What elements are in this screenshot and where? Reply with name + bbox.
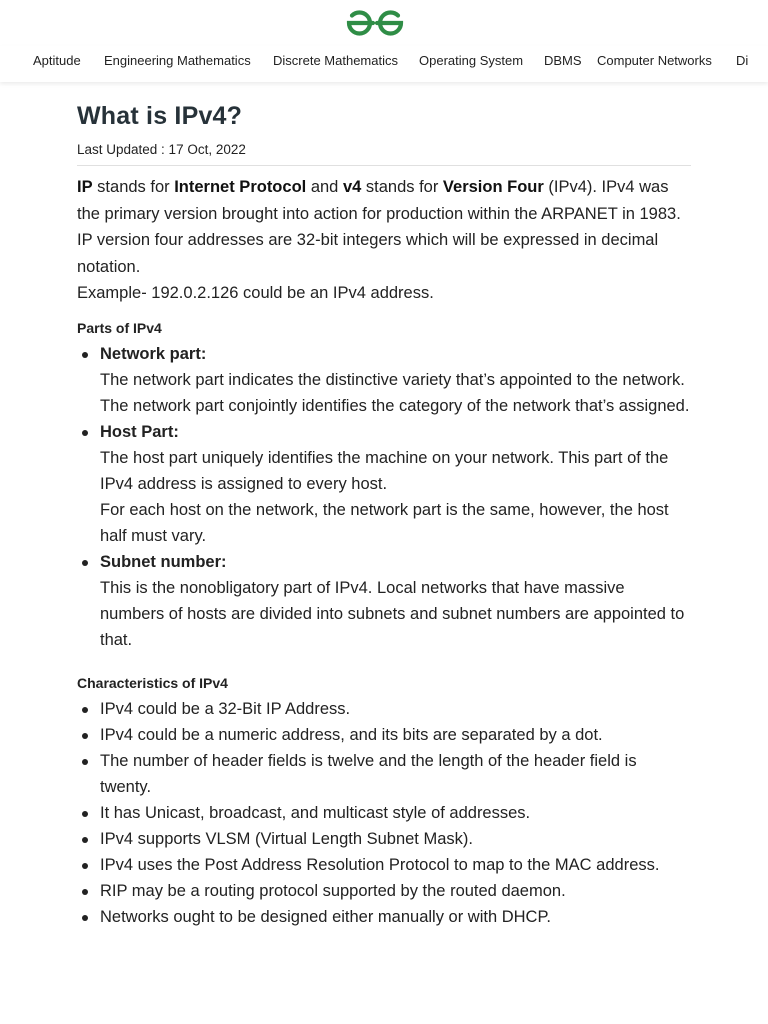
- version-four-term: Version Four: [442, 178, 544, 196]
- topic-navbar: [0, 46, 768, 82]
- gfg-logo-icon[interactable]: [345, 8, 405, 38]
- parts-heading: Parts of IPv4: [77, 319, 162, 336]
- list-item: [77, 419, 691, 549]
- item-title: Subnet number:: [100, 552, 227, 571]
- article-title: What is IPv4?: [77, 102, 243, 130]
- nav-item-operating-system[interactable]: Operating System: [419, 53, 524, 68]
- item-description: For each host on the network, the network part is the same, however, the host half must vary.: [100, 500, 669, 545]
- item-title: Host Part:: [100, 422, 179, 441]
- characteristics-list: [77, 696, 691, 930]
- internet-protocol-term: Internet Protocol: [174, 178, 307, 196]
- characteristics-heading: Characteristics of IPv4: [77, 674, 228, 691]
- nav-item-dbms[interactable]: DBMS: [544, 53, 582, 68]
- list-item: IPv4 supports VLSM (Virtual Length Subnet Mask).: [77, 826, 691, 852]
- nav-item-digital-logic[interactable]: Di: [736, 53, 749, 68]
- article-body: [77, 98, 691, 930]
- list-item: Networks ought to be designed either manually or with DHCP.: [77, 904, 691, 930]
- item-title: Network part:: [100, 344, 207, 363]
- nav-item-computer-networks[interactable]: Computer Networks: [597, 53, 712, 68]
- intro-text: and: [306, 178, 343, 196]
- title-divider: [77, 165, 691, 166]
- list-item: The number of header fields is twelve and the length of the header field is twenty.: [77, 748, 691, 800]
- v4-term: v4: [342, 178, 362, 196]
- list-item: RIP may be a routing protocol supported by the routed daemon.: [77, 878, 691, 904]
- intro-text: (IPv4). IPv4 was the primary version brought into action for production within the ARPANET in 1983.: [77, 178, 681, 223]
- parts-list: [77, 341, 691, 653]
- list-item: IPv4 could be a 32-Bit IP Address.: [77, 696, 691, 722]
- intro-paragraph: [77, 174, 691, 307]
- intro-text: stands for: [361, 178, 443, 196]
- ip-term: IP: [77, 178, 93, 196]
- list-item: [77, 549, 691, 653]
- list-item: It has Unicast, broadcast, and multicast style of addresses.: [77, 800, 691, 826]
- nav-item-aptitude[interactable]: Aptitude: [33, 53, 81, 68]
- list-item: [77, 341, 691, 419]
- item-description: This is the nonobligatory part of IPv4. Local networks that have massive numbers of hosts are divided into subnets and subnet numbers are appointed to that.: [100, 578, 685, 649]
- item-description: The network part indicates the distinctive variety that’s appointed to the network. The network part conjointly identifies the category of the network that’s assigned.: [100, 370, 690, 415]
- nav-item-engineering-mathematics[interactable]: Engineering Mathematics: [104, 53, 251, 68]
- item-description: The host part uniquely identifies the machine on your network. This part of the IPv4 address is assigned to every host.: [100, 448, 669, 493]
- last-updated-date: Last Updated : 17 Oct, 2022: [77, 142, 246, 157]
- list-item: IPv4 could be a numeric address, and its bits are separated by a dot.: [77, 722, 691, 748]
- site-header: [0, 0, 768, 47]
- list-item: IPv4 uses the Post Address Resolution Protocol to map to the MAC address.: [77, 852, 691, 878]
- intro-text: stands for: [92, 178, 175, 196]
- intro-line-example: Example- 192.0.2.126 could be an IPv4 address.: [77, 284, 434, 302]
- nav-item-discrete-mathematics[interactable]: Discrete Mathematics: [273, 53, 398, 68]
- intro-line-32bit: IP version four addresses are 32-bit integers which will be expressed in decimal notation.: [77, 231, 659, 276]
